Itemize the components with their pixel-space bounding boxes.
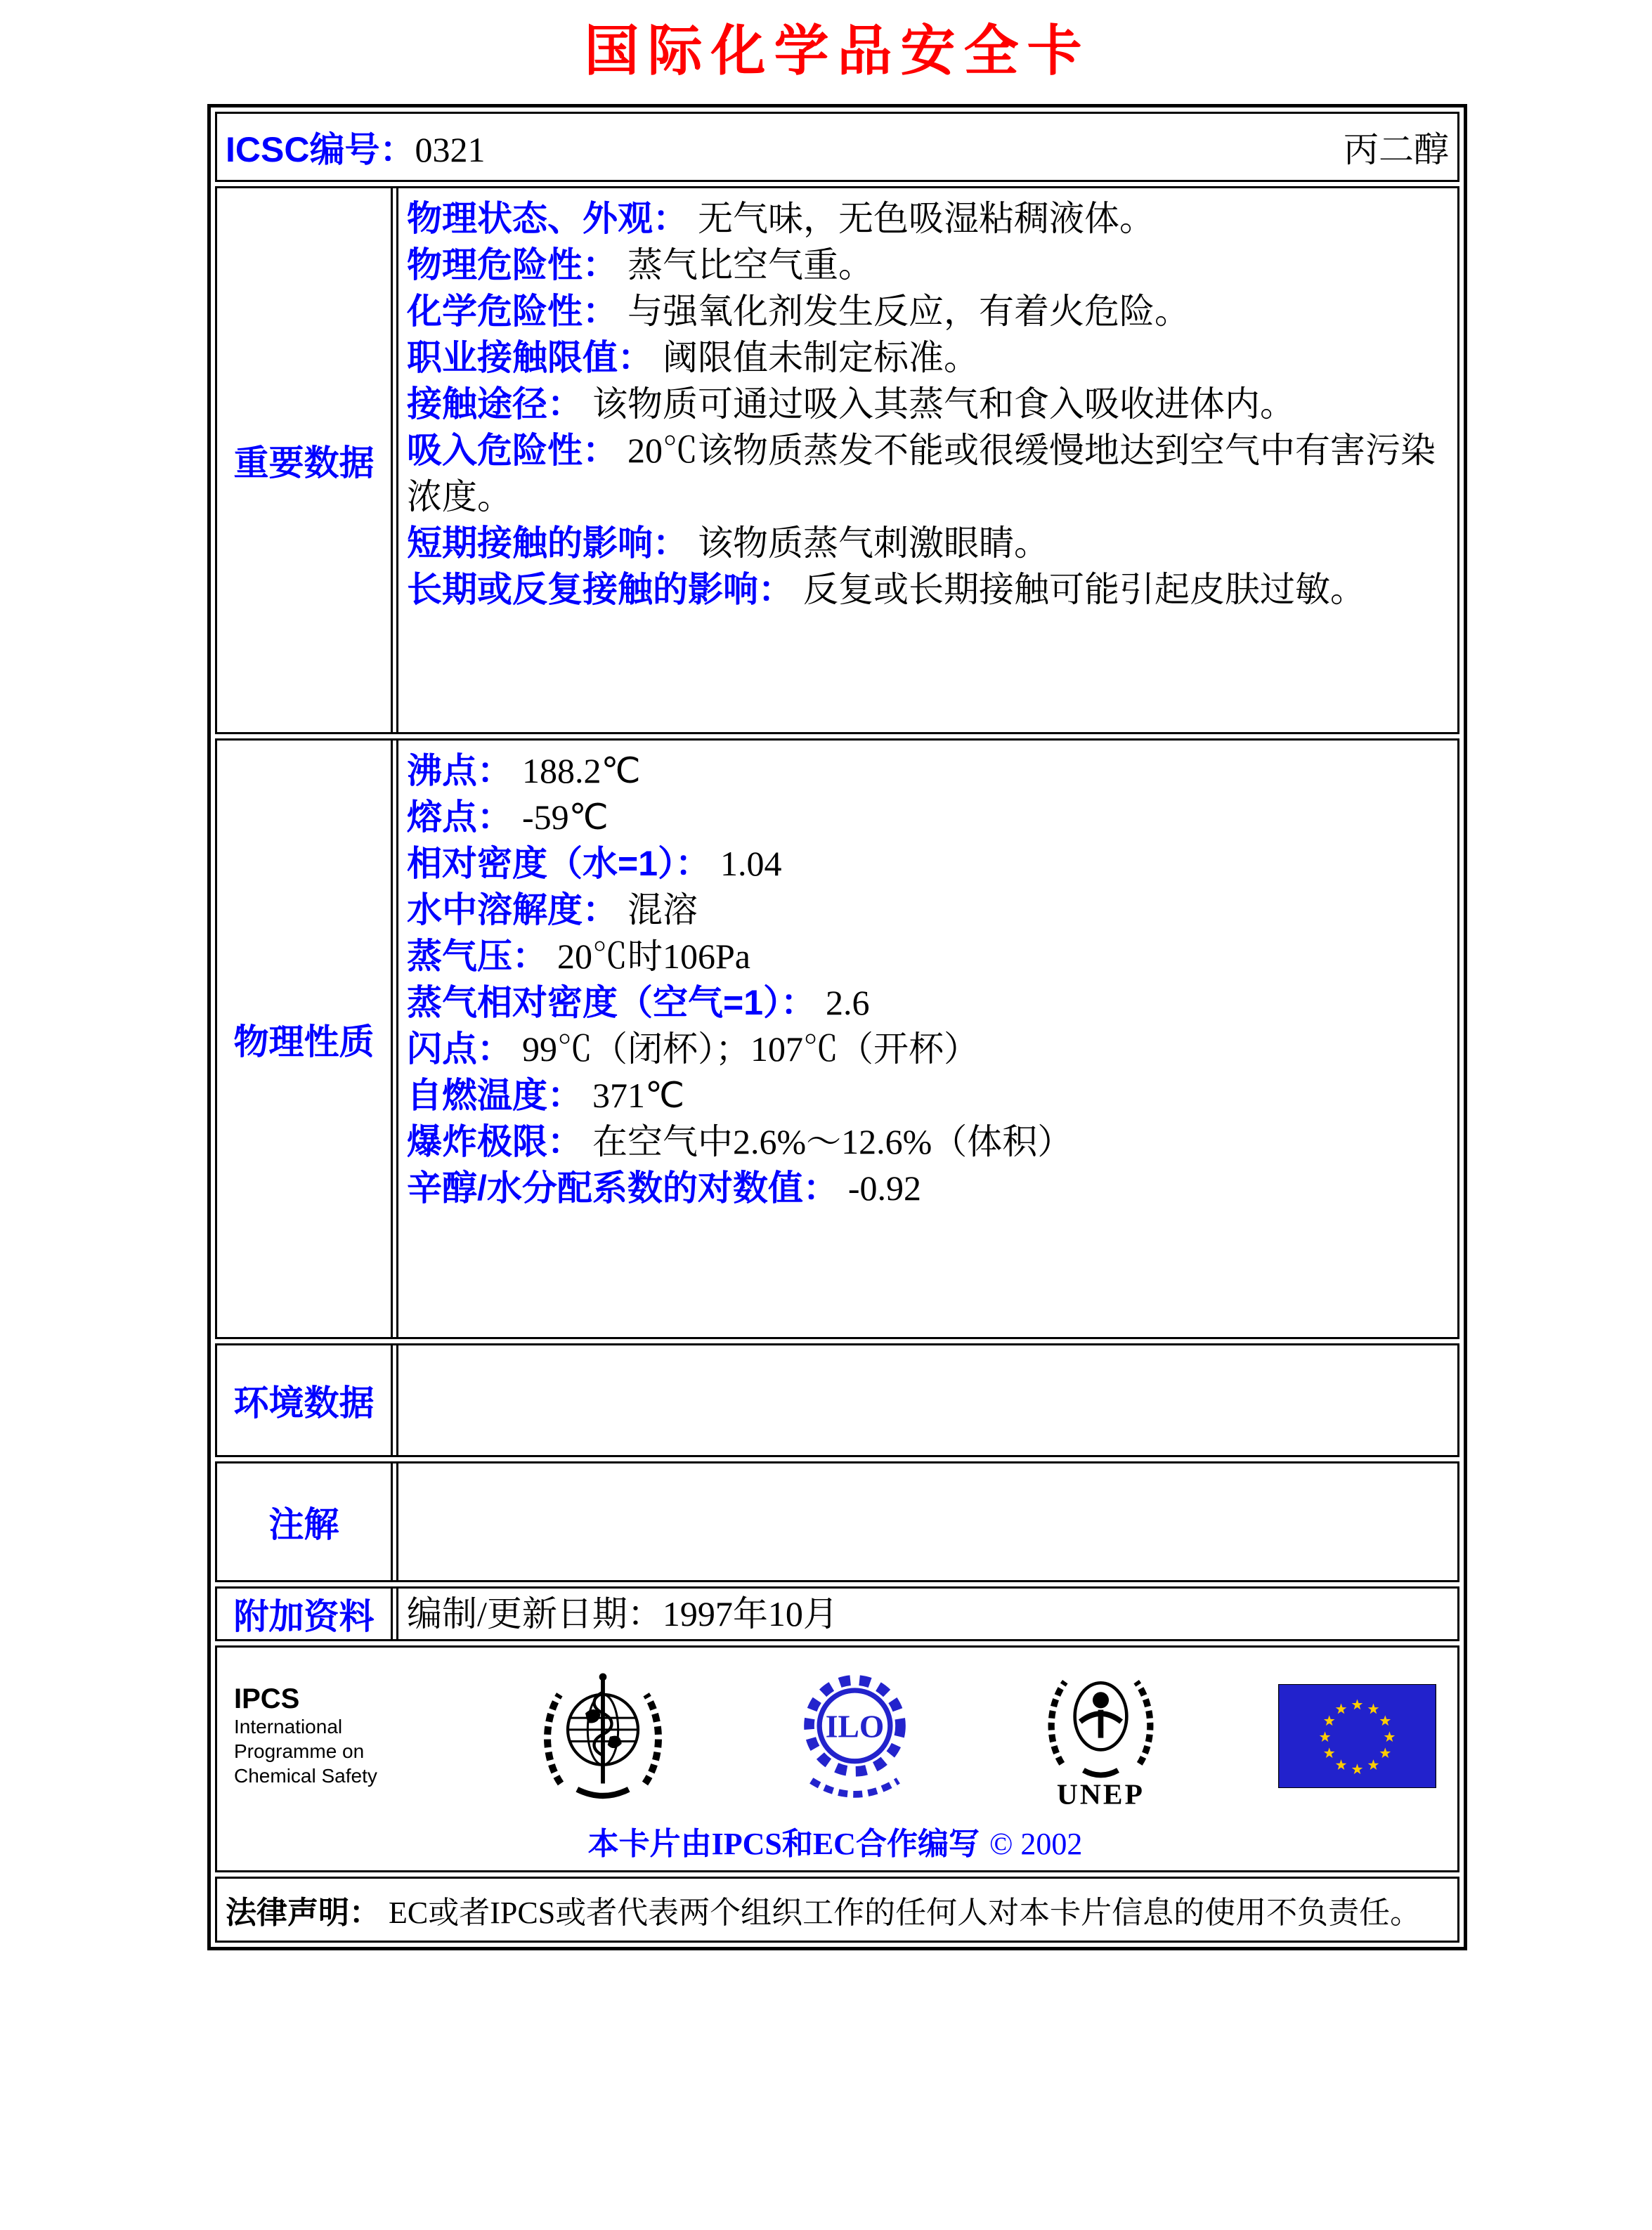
property-value: 该物质可通过吸入其蒸气和食入吸收进体内。 <box>592 384 1295 424</box>
physical-properties-content <box>396 741 1457 1337</box>
property-row <box>407 381 1449 427</box>
property-label: 沸点： <box>407 751 512 790</box>
property-label: 蒸气压： <box>407 937 547 976</box>
property-value: 与强氧化剂发生反应，有着火危险。 <box>627 292 1190 331</box>
legal-notice-row <box>215 1877 1459 1943</box>
property-value: 在空气中2.6%～12.6%（体积） <box>592 1122 1073 1161</box>
property-value: 该物质蒸气刺激眼睛。 <box>698 523 1049 563</box>
property-row <box>407 1026 1449 1072</box>
section-label-environment: 环境数据 <box>217 1345 393 1455</box>
property-label: 爆炸极限： <box>407 1122 583 1161</box>
property-row <box>407 979 1449 1026</box>
property-value: 1.04 <box>720 844 782 883</box>
unep-emblem-icon <box>1036 1660 1166 1811</box>
ipcs-subtitle-line: International <box>234 1716 343 1737</box>
section-label-notes: 注解 <box>217 1463 393 1580</box>
footer-copyright: © 2002 <box>989 1827 1083 1861</box>
section-important-data <box>215 186 1459 734</box>
footer-row <box>215 1645 1459 1872</box>
ilo-emblem-icon <box>786 1669 923 1804</box>
footer-caption-text: 本卡片由IPCS和EC合作编写 <box>587 1827 980 1861</box>
property-label: 化学危险性： <box>407 292 618 331</box>
legal-notice-label: 法律声明： <box>226 1896 380 1930</box>
property-label: 水中溶解度： <box>407 890 618 930</box>
property-value: 2.6 <box>826 983 870 1022</box>
ipcs-title: IPCS <box>234 1683 300 1714</box>
property-value: 无气味，无色吸湿粘稠液体。 <box>698 199 1155 238</box>
property-value: -59℃ <box>522 797 609 837</box>
header-row <box>215 112 1459 182</box>
property-label: 职业接触限值： <box>407 338 653 377</box>
update-date-row <box>407 1591 838 1637</box>
property-row <box>407 427 1449 520</box>
property-value: 混溶 <box>627 890 698 930</box>
logo-strip <box>234 1660 1436 1811</box>
property-value: 99℃（闭杯）；107℃（开杯） <box>522 1029 979 1069</box>
property-value: 20℃时106Pa <box>557 937 750 976</box>
property-label: 熔点： <box>407 797 512 837</box>
property-row <box>407 1165 1449 1211</box>
property-row <box>407 566 1449 613</box>
property-row <box>407 794 1449 840</box>
property-value: 188.2℃ <box>522 751 641 790</box>
property-row <box>407 887 1449 933</box>
ipcs-subtitle-line: Programme on <box>234 1740 365 1762</box>
property-label: 接触途径： <box>407 384 583 424</box>
property-value: 反复或长期接触可能引起皮肤过敏。 <box>803 570 1365 609</box>
update-date-value: 1997年10月 <box>662 1594 838 1634</box>
property-row <box>407 195 1449 242</box>
property-label: 长期或反复接触的影响： <box>407 570 793 609</box>
additional-info-content <box>396 1589 1457 1639</box>
property-label: 吸入危险性： <box>407 431 618 470</box>
update-date-label: 编制/更新日期： <box>407 1594 663 1634</box>
chemical-name: 丙二醇 <box>1344 130 1449 169</box>
property-label: 蒸气相对密度（空气=1）： <box>407 983 817 1022</box>
property-label: 闪点： <box>407 1029 512 1069</box>
property-row <box>407 933 1449 979</box>
section-additional-info <box>215 1586 1459 1641</box>
icsc-number-label: ICSC编号： <box>226 130 415 169</box>
property-label: 辛醇/水分配系数的对数值： <box>407 1168 838 1208</box>
property-row <box>407 748 1449 794</box>
property-value: 阈限值未制定标准。 <box>663 338 979 377</box>
section-physical-properties <box>215 738 1459 1339</box>
legal-notice-text: EC或者IPCS或者代表两个组织工作的任何人对本卡片信息的使用不负责任。 <box>389 1896 1422 1930</box>
footer-caption <box>234 1818 1436 1863</box>
property-row <box>407 1119 1449 1165</box>
property-value: 371℃ <box>592 1076 685 1115</box>
environmental-data-content <box>396 1345 1457 1455</box>
property-label: 自燃温度： <box>407 1076 583 1115</box>
page-title: 国际化学品安全卡 <box>584 20 1091 81</box>
icsc-card <box>207 104 1467 1950</box>
important-data-content <box>396 188 1457 732</box>
icsc-number-group <box>226 122 485 172</box>
property-row <box>407 1072 1449 1119</box>
property-label: 短期接触的影响： <box>407 523 688 563</box>
icsc-number-value: 0321 <box>415 130 486 169</box>
section-label-physical: 物理性质 <box>217 741 393 1337</box>
property-row <box>407 288 1449 334</box>
property-value: 20℃该物质蒸发不能或很缓慢地达到空气中有害污染浓度。 <box>407 431 1436 516</box>
unep-wordmark: UNEP <box>1056 1778 1145 1811</box>
notes-content <box>396 1463 1457 1580</box>
ipcs-text-block <box>234 1683 420 1788</box>
ilo-monogram: ILO <box>825 1708 884 1745</box>
property-value: 蒸气比空气重。 <box>627 245 873 285</box>
property-row <box>407 334 1449 381</box>
section-environmental-data <box>215 1343 1459 1457</box>
section-label-important: 重要数据 <box>217 188 393 732</box>
property-label: 相对密度（水=1）： <box>407 844 711 883</box>
property-label: 物理危险性： <box>407 245 618 285</box>
property-value: -0.92 <box>847 1168 922 1208</box>
ipcs-subtitle-line: Chemical Safety <box>234 1765 377 1787</box>
property-row <box>407 242 1449 288</box>
section-label-additional: 附加资料 <box>217 1589 393 1639</box>
eu-flag-icon <box>1278 1684 1436 1788</box>
property-row <box>407 520 1449 566</box>
property-row <box>407 840 1449 887</box>
who-emblem-icon <box>533 1669 673 1804</box>
section-notes <box>215 1461 1459 1582</box>
property-label: 物理状态、外观： <box>407 199 688 238</box>
